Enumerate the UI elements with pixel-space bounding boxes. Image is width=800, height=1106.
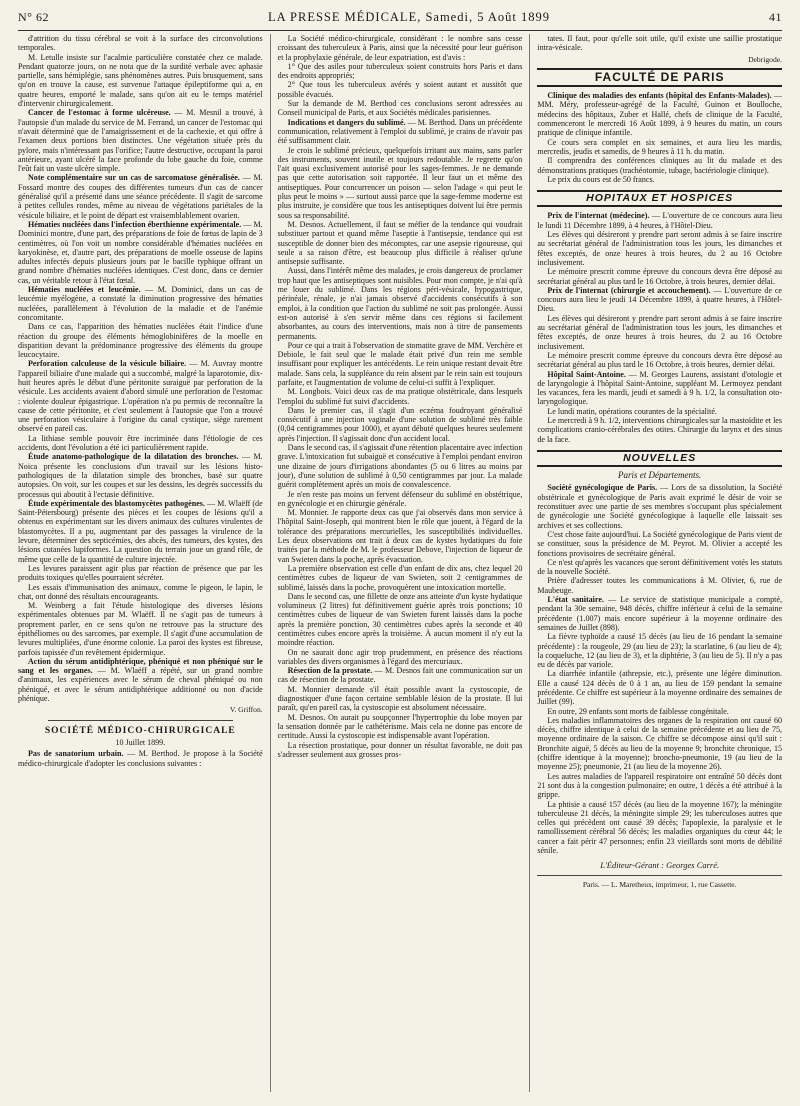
- paragraph: La fièvre typhoïde a causé 15 décès (au lieu de 16 pendant la semaine précédente) : la rougeole, 29 (au lieu de 23); la scarlatine, 6 (au lieu de 4); la coqueluche, 12 (au lieu de 3), et la diphtérie, 3 (au lieu de 5). Il n'y a pas eu de décès par variole.: [537, 632, 783, 670]
- issue-number: N° 62: [18, 10, 49, 24]
- paragraph: Ce cours sera complet en six semaines, et aura lieu les mardis, mercredis, jeudis et samedis, de 9 heures à 11 h. du matin.: [537, 137, 783, 156]
- article-heading: Pas de sanatorium urbain.: [28, 749, 124, 759]
- paragraph: Les maladies inflammatoires des organes de la respiration ont causé 60 décès, chiffre identique à celui de la semaine précédente et au lieu de 75, moyenne ordinaire de la saison. Ce chiffre se décompose ainsi qu'il suit : Bronchite aiguë, 5 décès au lieu de la moyenne 9; bronchite chronique, 15 (chiffre identique à la moyenne); broncho-pneumonie, 19 (au lieu de la moyenne 25); pneumonie, 21 (au lieu de la moyenne 26).: [537, 715, 783, 772]
- article-text: Le service de statistique municipale a compté, pendant la 30e semaine, 948 décès, chiffre inférieur à celui de la semaine précédente (1.007) mais encore supérieur à la moyenne ordinaire des semaines de Juillet (898).: [537, 595, 783, 632]
- article-text: M. Georges Laurens, assistant d'otologie et de laryngologie à l'hôpital Saint-Antoine, suppléant M. Lermoyez pendant les vacances, fera les mardi, jeudi et samedi à 9 h. 1/2, la consultation oto-laryngologique.: [537, 369, 783, 407]
- article: Résection de la prostate. — M. Desnos fait une communication sur un cas de résection de la prostate.: [277, 666, 523, 685]
- article: Étude expérimentale des blastomycètes pathogènes. — M. Wlaëff (de Saint-Pétersbourg) présente des pièces et les coupes de lésions qu'il a obtenus en expérimentant sur les divers animaux des cultures virulentes de blastomycètes. Il a pu, augmentant par des passages la virulence de la levure, déterminer des septicémies, des abcès, des tumeurs, des kystes, des lésions cutanées lupiformes. La question du terrain joue un grand rôle, de même que celle de la quantité de culture injectée.: [18, 498, 263, 564]
- column-2: [270, 34, 530, 1092]
- paragraph: La première observation est celle d'un enfant de dix ans, chez lequel 20 centimètres cubes de liqueur de van Swieten, soit 2 centigrammes de sublimé, laissés dans la poche, provoquèrent une intoxication mortelle.: [277, 563, 523, 592]
- running-header: [18, 10, 782, 31]
- article-text: M. Auvray montre l'appareil biliaire d'une malade qui a succombé, malgré la laparotomie, dix-huit heures après le début d'une péritonite suraiguë par perforation de la vésicule. Les accidents avaient d'abord simulé une perforation de l'estomac : violente douleur épigastrique. L'opération n'a pu permis de reconnaître la cause de cette péritonite, et c'est seulement à l'autopsie que l'on a trouvé une perforation vésiculaire à l'origine du canal cystique, siège rarement observé en pareil cas.: [18, 359, 263, 434]
- section-title-faculte: FACULTÉ DE PARIS: [537, 68, 782, 87]
- paragraph: Pour ce qui a trait à l'observation de stomatite grave de MM. Verchère et Debiole, le fait seul que le malade était privé d'un rein me semble insuffisant pour expliquer les antécédents. Le rein unique restant devait être malade. Sans cela, la suppléance du rein absent par le rein sain est toujours parfaite, et l'augmentation de volume de celui-ci suffit à l'expliquer.: [277, 340, 523, 387]
- article: L'état sanitaire. — Le service de statistique municipale a compté, pendant la 30e semaine, 948 décès, chiffre inférieur à celui de la semaine précédente (1.007) mais encore supérieur à la moyenne ordinaire des semaines de Juillet (898).: [537, 595, 783, 632]
- columns: [18, 34, 782, 1092]
- author-signature: V. Griffon.: [229, 705, 263, 715]
- paragraph: Sur la demande de M. Berthod ces conclusions seront adressées au Conseil municipal de Paris, et aux Sociétés médicales parisiennes.: [277, 99, 523, 118]
- article-text: L'ouverture de ce concours aura lieu le jeudi 14 Décembre 1899, à quatre heures, à l'Hôtel-Dieu.: [537, 285, 783, 314]
- article: Clinique des maladies des enfants (hôpital des Enfants-Malades). — MM. Méry, professeur-agrégé de la Faculté, Guinon et Boulloche, médecins des hôpitaux, Zuber et Hallé, chefs de clinique de la Faculté, commenceront le mercredi 16 Août 1899, à 9 heures du matin, un cours pratique de clinique infantile.: [537, 91, 783, 138]
- paragraph: M. Monnier. Je rapporte deux cas que j'ai observés dans mon service à l'hôpital Saint-Joseph, qui montrent bien le rôle que jouent, à l'égard de la tolérance des préparations mercurielles, les susceptibilités individuelles. Les deux observations ont trait à deux cas de kystes hydatiques du foie traités par la méthode de M. le professeur Debove, l'injection de liqueur de van Swieten dans la poche, après évacuation.: [277, 508, 523, 564]
- paragraph: tates. Il faut, pour qu'elle soit utile, qu'il existe une saillie prostatique intra-vésicale.: [537, 34, 783, 53]
- paragraph: Le mémoire prescrit comme épreuve du concours devra être déposé au secrétariat général au plus tard le 16 Octobre, à trois heures, dernier délai.: [537, 350, 783, 370]
- paragraph: La phtisie a causé 157 décès (au lieu de la moyenne 167); la méningite tuberculeuse 21 décès, la méningite simple 29; les tuberculoses autres que celles qui précèdent ont causé 39 décès; l'apoplexie, la paralysie et le ramollissement cérébral 56 décès; les maladies organiques du cœur 44; le cancer a fait périr 47 personnes; enfin 23 vieillards sont morts de débilité sénile.: [537, 799, 783, 856]
- paragraph: 1° Que des asiles pour tuberculeux soient construits hors Paris et dans des endroits appropriés;: [277, 61, 523, 81]
- paragraph: En outre, 29 enfants sont morts de faiblesse congénitale.: [547, 706, 729, 716]
- paragraph: On ne saurait donc agir trop prudemment, en présence des réactions variables des divers organismes à l'égard des mercuriaux.: [277, 647, 523, 666]
- article: Hématies nucléées et leucémie. — M. Dominici, dans un cas de leucémie myélogène, a constaté la diminution progressive des hématies nucléées, parallèlement à l'évolution de la maladie et de l'anémie concomitante.: [18, 285, 263, 322]
- paragraph: La Société médico-chirurgicale, considérant : le nombre sans cesse croissant des tuberculeux à Paris, ainsi que la nécessité pour leur guérison et la prophylaxie générale, de leur expatriation, est d'avis :: [277, 34, 523, 62]
- article-text: MM. Méry, professeur-agrégé de la Faculté, Guinon et Boulloche, médecins des hôpitaux, Zuber et Hallé, chefs de clinique de la Faculté, commenceront le mercredi 16 Août 1899, à 9 heures du matin, un cours pratique de clinique infantile.: [537, 100, 783, 138]
- article-text: L'ouverture de ce concours aura lieu le lundi 11 Décembre 1899, à 4 heures, à l'Hôtel-Dieu.: [537, 211, 783, 230]
- article-text: M. Berthod. Dans un précédente communication, relativement à l'emploi du sublimé, je crains de n'avoir pas été suffisamment clair.: [277, 117, 523, 146]
- paragraph: Le prix du cours est de 50 francs.: [547, 174, 655, 184]
- article-text: M. Wlaëff a répété, sur un grand nombre d'animaux, les expériences avec le sérum de cheval phéniqué ou non phéniqué, et avec le sérum antidiphtérique additionné ou non d'acide phénique.: [18, 666, 263, 704]
- publisher-line: L'Éditeur-Gérant : Georges Carré.: [600, 860, 720, 871]
- article: Pas de sanatorium urbain. — M. Berthod. Je propose à la Société médico-chirurgicale d'adopter les conclusions suivantes :: [18, 749, 263, 768]
- article-heading: Hématies nucléées et leucémie.: [28, 285, 141, 295]
- article: Cancer de l'estomac à forme ulcéreuse. — M. Mesnil a trouvé, à l'autopsie d'un malade du service de M. Ferrand, un cancer de l'estomac qui n'avait déterminé que de l'amaigrissement et de la cachexie, et qui offre à l'examen deux portions bien distinctes. Une végétation située près du pylore, mais n'intéressant pas l'orifice; l'autre destructive, occupant la paroi antérieure, ayant ulcéré la face profonde du lobe gauche du foie, comme l'eût fait un vaste ulcère simple.: [18, 108, 263, 174]
- paragraph: C'est chose faite aujourd'hui. La Société gynécologique de Paris vient de se constituer, sous la présidence de M. Peyrot. M. Olivier a accepté les fonctions provisoires de secrétaire général.: [537, 529, 783, 558]
- paragraph: M. Desnos. Actuellement, il faut se méfier de la tendance qui voudrait substituer partout et quand même l'aseptie à l'antisepsie, tendance qui est susceptible de donner bien des mécomptes, car une asepsie rigoureuse, qui seule a sa raison d'être, est beaucoup plus difficile à réaliser qu'une antisepsie suffisante.: [277, 219, 523, 267]
- printer-line: Paris. — L. Maretheux, imprimeur, 1, rue Cassette.: [537, 875, 782, 889]
- article-text: M. Berthod. Je propose à la Société médico-chirurgicale d'adopter les conclusions suivantes :: [18, 749, 263, 768]
- paragraph: M. Longbois. Voici deux cas de ma pratique obstétricale, dans lesquels l'emploi du sublimé fut suivi d'accidents.: [277, 387, 523, 406]
- paragraph: Les levures paraissent agir plus par réaction de présence que par les produits toxiques qu'elles pourraient sécréter.: [18, 563, 263, 583]
- divider: [48, 720, 233, 721]
- section-subtitle: Paris et Départements.: [618, 470, 702, 481]
- article-heading: Hématies nucléées dans l'infection éberthienne expérimentale.: [28, 219, 242, 229]
- page-number: 41: [768, 10, 782, 24]
- article-heading: Note complémentaire sur un cas de sarcomatose généralisée.: [28, 173, 240, 183]
- article: Société gynécologique de Paris. — Lors de sa dissolution, la Société obstétricale et gynécologique de Paris avait exprimé le désir de voir se reconstituer avec une partie de ses membres s'occupant plus spécialement de gynécologie une Société gynécologique à laquelle elle laissait ses archives et ses collections.: [537, 483, 783, 530]
- paragraph: Je crois le sublimé précieux, quelquefois irritant aux mains, sans parler des instruments, souvent inutile et toujours redoutable. Je regrette qu'on l'ait quasi exclusivement autorisé pour les sages-femmes. Je ne demande pas que cette autorisation soit rapportée. Il leur faut un et même des antiseptiques. Pour concurrencer un poison — selon l'adage « qui peut le plus peut le moins » — surtout aussi parce que la sage-femme moderne est plus instruite, je considère que tous les antiseptiques doivent lui être permis sous sa responsabilité.: [277, 145, 523, 220]
- article-heading: Étude anatomo-pathologique de la dilatation des bronches.: [28, 452, 239, 462]
- article: Hématies nucléées dans l'infection éberthienne expérimentale. — M. Dominici montre, d'une part, des préparations de foie de fœtus de lapin de 3 centimètres, où l'on voit un nombre considérable d'hématies nucléées en karyokinèse, et, d'autre part, des préparations de moelle osseuse de lapins adultes infectés depuis plusieurs jours par le bacille typhique offrant un grand nombre d'hématies nucléées identiques. C'est donc, dans ce dernier cas, un véritable retour à l'état fœtal.: [18, 219, 263, 285]
- article-text: M. Dominici, dans un cas de leucémie myélogène, a constaté la diminution progressive des hématies nucléées, parallèlement à l'évolution de la maladie et de l'anémie concomitante.: [18, 285, 263, 322]
- article-heading: Cancer de l'estomac à forme ulcéreuse.: [28, 108, 171, 118]
- paragraph: Dans le second cas, il s'agissait d'une rétention placentaire avec infection grave. L'intoxication fut subaiguë et consécutive à l'emploi pendant environ une dizaine de jours d'irrigations abondantes (5 ou 6 litres au moins par jour), d'une solution de sublimé à 0,50 centigrammes par jour. La malade guérit complètement après un mois de convalescence.: [277, 443, 523, 490]
- paragraph: Le mémoire prescrit comme épreuve du concours devra être déposé au secrétariat général au plus tard le 16 Octobre, à trois heures, dernier délai.: [537, 267, 783, 286]
- paragraph: Je n'en reste pas moins un fervent défenseur du sublimé en obstétrique, en gynécologie et en chirurgie générale.: [277, 489, 523, 508]
- masthead-title: LA PRESSE MÉDICALE, Samedi, 5 Août 1899: [267, 10, 551, 24]
- paragraph: M. Desnos. On aurait pu soupçonner l'hypertrophie du lobe moyen par la sensation donnée par le cathétérisme. Mais cela ne donne pas encore de certitude. Aussi la cystoscopie est indispensable avant l'opération.: [277, 712, 523, 741]
- article: Indications et dangers du sublimé. — M. Berthod. Dans un précédente communication, relativement à l'emploi du sublimé, je crains de n'avoir pas été suffisamment clair.: [277, 117, 523, 146]
- paragraph: Le mercredi à 9 h. 1/2, interventions chirurgicales sur la mastoïdite et les complications cranio-cérébrales des otites. Chirurgie du larynx et des sinus de la face.: [537, 415, 783, 444]
- section-date: 10 Juillet 1899.: [115, 737, 166, 747]
- paragraph: Les essais d'immunisation des animaux, comme le pigeon, le lapin, le chat, ont donné des résultats encourageants.: [18, 582, 263, 601]
- paragraph: Prière d'adresser toutes les communications à M. Olivier, 6, rue de Maubeuge.: [537, 576, 783, 595]
- paragraph: Dans le second cas, une fillette de onze ans atteinte d'un kyste hydatique volumineux (2 litres) fut définitivement guérie après trois ponctions; 10 centimètres cubes de liqueur de van Swieten furent laissés dans la poche après la première ponction, 30 centimètres cubes après la seconde et 40 centimètres cubes encore après la troisième. À aucun moment il n'y eut la moindre réaction.: [277, 591, 523, 648]
- article-heading: Société gynécologique de Paris.: [547, 483, 658, 493]
- paragraph: Les élèves qui désireront y prendre part seront admis à se faire inscrire au secrétariat général de l'administration tous les jours, les dimanches et fêtes exceptés, de onze heures à trois heures, du 2 au 16 Octobre inclusivement.: [537, 313, 783, 351]
- paragraph: M. Letulle insiste sur l'acalmie particulière constatée chez ce malade. Pendant quatorze jours, on ne nota que de la surdité verbale avec aphasie partielle, sans hémiplégie, sans phénomènes autres. Puis brusquement, sans qu'on en trouve la cause, est survenue l'attaque épileptiforme qui a, en quatre heures, emporté le malade, sans qu'on ait eu le temps matériel d'intervenir chirurgicalement.: [18, 52, 263, 109]
- article-heading: Résection de la prostate.: [287, 666, 373, 676]
- article-text: M. Dominici montre, d'une part, des préparations de foie de fœtus de lapin de 3 centimètres, où l'on voit un nombre considérable d'hématies nucléées en karyokinèse, et, d'autre part, des préparations de moelle osseuse de lapins adultes infectés depuis plusieurs jours par le bacille typhique offrant un grand nombre d'hématies nucléées identiques. C'est donc, dans ce dernier cas, un véritable retour à l'état fœtal.: [18, 219, 263, 285]
- paragraph: 2° Que tous les tuberculeux avérés y soient autant et aussitôt que possible évacués.: [277, 80, 523, 99]
- article-heading: Étude expérimentale des blastomycètes pathogènes.: [28, 498, 205, 508]
- article: Étude anatomo-pathologique de la dilatation des bronches. — M. Noica présente les conclusions d'un travail sur les lésions histo-pathologiques de la dilatation simple des bronches, basé sur quatre autopsies. On voit, sur les coupes et sur les dessins, les degrés successifs du processus qui aboutit à l'ectasie définitive.: [18, 452, 263, 499]
- article-text: M. Mesnil a trouvé, à l'autopsie d'un malade du service de M. Ferrand, un cancer de l'estomac qui n'avait déterminé que de l'amaigrissement et de la cachexie, et qui offre à l'examen deux portions bien distinctes. Une végétation située près du pylore, mais n'intéressant pas l'orifice; l'autre destructive, occupant la paroi antérieure, ayant ulcéré la face profonde du lobe gauche du foie, comme l'eût fait un vaste ulcère simple.: [18, 108, 263, 174]
- article-heading: Hôpital Saint-Antoine.: [547, 369, 626, 379]
- author-signature: Debrigode.: [748, 54, 783, 64]
- article-heading: Clinique des maladies des enfants (hôpital des Enfants-Malades).: [547, 91, 772, 101]
- paragraph: M. Weinberg a fait l'étude histologique des diverses lésions expérimentales obtenues par M. Wlaëff. Il ne s'agit pas de tumeurs à proprement parler, en ce sens qu'on ne retrouve pas la structure des épithéliomes ou des sarcomes, par exemple. Il s'agit d'une accumulation de levures multipliées, d'une énorme colonie. La paroi des kystes est fibreuse, parfois tapissée d'un revêtement épidermique.: [18, 601, 263, 657]
- article: Note complémentaire sur un cas de sarcomatose généralisée. — M. Fossard montre des coupes des différentes tumeurs d'un cas de cancer généralisé qu'il a présenté dans une séance précédente. Il s'agit de sarcome à petites cellules rondes, même au niveau de végétations pariétales de la vésicule biliaire, et le point de départ est vraisemblablement ovarien.: [18, 173, 263, 220]
- paragraph: Les élèves qui désireront y prendre part seront admis à se faire inscrire au secrétariat général de l'administration tous les jours, les dimanches et fêtes exceptés, de onze heures à trois heures, du 2 au 16 Octobre inclusivement.: [537, 230, 783, 267]
- article-heading: Perforation calculeuse de la vésicule biliaire.: [28, 359, 187, 369]
- column-3: [529, 34, 782, 1092]
- article-text: Lors de sa dissolution, la Société obstétricale et gynécologique de Paris avait exprimé le désir de voir se reconstituer avec une partie de ses membres s'occupant plus spécialement de gynécologie une Société gynécologique à laquelle elle laissait ses archives et ses collections.: [537, 483, 783, 530]
- paragraph: Ce n'est qu'après les vacances que seront définitivement votés les statuts de la nouvelle Société.: [537, 557, 783, 577]
- column-1: [18, 34, 270, 1092]
- paragraph: Les autres maladies de l'appareil respiratoire ont entraîné 50 décès dont 21 sont dus à la congestion pulmonaire; en outre, 1 décès a été attribué à la grippe.: [537, 771, 783, 800]
- article-heading: Prix de l'internat (chirurgie et accouchement).: [547, 285, 711, 295]
- article-heading: L'état sanitaire.: [547, 595, 604, 605]
- paragraph: La lithiase semble pouvoir être incriminée dans l'étiologie de ces accidents, dont l'évolution a été ici particulièrement rapide.: [18, 433, 263, 453]
- paragraph: Dans ce cas, l'apparition des hématies nucléées était l'indice d'une réaction du groupe des éléments hémoglobinifères de la moelle en disparition devant la prédominance progressive des éléments du groupe leucocytaire.: [18, 322, 263, 360]
- article-heading: Prix de l'internat (médecine).: [547, 211, 650, 221]
- article-heading: Action du sérum antidiphtérique, phéniqué et non phéniqué sur le sang et les organes.: [18, 656, 263, 676]
- paragraph: d'attrition du tissu cérébral se voit à la surface des circonvolutions temporales.: [18, 34, 263, 53]
- paragraph: Aussi, dans l'intérêt même des malades, je crois dangereux de proclamer trop haut que les antiseptiques sont nuisibles. Pour mon compte, je n'ai qu'à me louer du sublimé. Dans les régions péri-vésicale, hypogastrique, périnéale, rénale, je n'ai jamais observé d'accidents consécutifs à son emploi, à la condition que l'action du sublimé ne soit pas prolongée. Aussi est-on autorisé à s'en servir même dans ces régions si facilement absorbantes, au cours des interventions, mais non à titre de pansements permanents.: [277, 266, 523, 341]
- section-title: SOCIÉTÉ MÉDICO-CHIRURGICALE: [44, 725, 236, 736]
- section-title-nouvelles: NOUVELLES: [537, 450, 782, 467]
- article: Perforation calculeuse de la vésicule biliaire. — M. Auvray montre l'appareil biliaire d'une malade qui a succombé, malgré la laparotomie, dix-huit heures après le début d'une péritonite suraiguë par perforation de la vésicule. Les accidents avaient d'abord simulé une perforation de l'estomac : violente douleur épigastrique. L'opération n'a pu permis de reconnaître la cause de cette péritonite, et c'est seulement à l'autopsie que l'on a trouvé une perforation vésiculaire à l'origine du canal cystique, siège rarement observé en pareil cas.: [18, 359, 263, 434]
- article-text: M. Noica présente les conclusions d'un travail sur les lésions histo-pathologiques de la dilatation simple des bronches, basé sur quatre autopsies. On voit, sur les coupes et sur les dessins, les degrés successifs du processus qui aboutit à l'ectasie définitive.: [18, 452, 263, 499]
- paragraph: Dans le premier cas, il s'agit d'un eczéma foudroyant généralisé consécutif à une injection vaginale d'une solution de sublimé très faible (0,04 centigrammes pour 1000), et ayant débuté quelques heures seulement après l'injection. Il s'agissait donc d'un accident local.: [277, 405, 523, 443]
- paragraph: Le lundi matin, opérations courantes de la spécialité.: [547, 406, 717, 416]
- article-text: M. Wlaëff (de Saint-Pétersbourg) présente des pièces et les coupes de lésions qu'il a obtenus en expérimentant sur les divers animaux des cultures virulentes de blastomycètes. Il a pu, augmentant par des passages la virulence de la levure, déterminer des septicémies, des abcès, des tumeurs, des kystes, des lésions cutanées lupiformes. La question du terrain joue un grand rôle, de même que celle de la quantité de culture injectée.: [18, 498, 263, 564]
- article-text: M. Fossard montre des coupes des différentes tumeurs d'un cas de cancer généralisé qu'il a présenté dans une séance précédente. Il s'agit de sarcome à petites cellules rondes, même au niveau de végétations pariétales de la vésicule biliaire, et le point de départ est vraisemblablement ovarien.: [18, 173, 263, 220]
- paragraph: La résection prostatique, pour donner un résultat favorable, ne doit pas s'adresser seulement aux grosses pros-: [277, 740, 523, 759]
- article-heading: Indications et dangers du sublimé.: [287, 117, 406, 127]
- article: Hôpital Saint-Antoine. — M. Georges Laurens, assistant d'otologie et de laryngologie à l'hôpital Saint-Antoine, suppléant M. Lermoyez pendant les vacances, fera les mardi, jeudi et samedi à 9 h. 1/2, la consultation oto-laryngologique.: [537, 369, 783, 407]
- paragraph: M. Monnier demande s'il était possible avant la cystoscopie, de diagnostiquer d'une façon certaine semblable lésion de la prostate. Il lui paraît, qu'en pareil cas, la cystoscopie est absolument nécessaire.: [277, 684, 523, 713]
- paragraph: Il comprendra des conférences cliniques au lit du malade et des démonstrations pratiques (trachéotomie, tubage, bactériologie clinique).: [537, 156, 783, 175]
- section-title-hopitaux: HOPITAUX ET HOSPICES: [537, 190, 782, 207]
- paragraph: La diarrhée infantile (athrepsie, etc.), présente une légère diminution. Elle a causé 124 décès de 0 à 1 an, au lieu de 159 pendant la semaine précédente. Ce chiffre est supérieur à la moyenne ordinaire des semaines de Juillet (99).: [537, 669, 783, 707]
- article: Prix de l'internat (médecine). — L'ouverture de ce concours aura lieu le lundi 11 Décembre 1899, à 4 heures, à l'Hôtel-Dieu.: [537, 211, 783, 230]
- article: Prix de l'internat (chirurgie et accouchement). — L'ouverture de ce concours aura lieu le jeudi 14 Décembre 1899, à quatre heures, à l'Hôtel-Dieu.: [537, 285, 783, 314]
- article-text: M. Desnos fait une communication sur un cas de résection de la prostate.: [277, 666, 523, 685]
- article: Action du sérum antidiphtérique, phéniqué et non phéniqué sur le sang et les organes. — M. Wlaëff a répété, sur un grand nombre d'animaux, les expériences avec le sérum de cheval phéniqué ou non phéniqué, et avec le sérum antidiphtérique additionné ou non d'acide phénique.: [18, 656, 263, 704]
